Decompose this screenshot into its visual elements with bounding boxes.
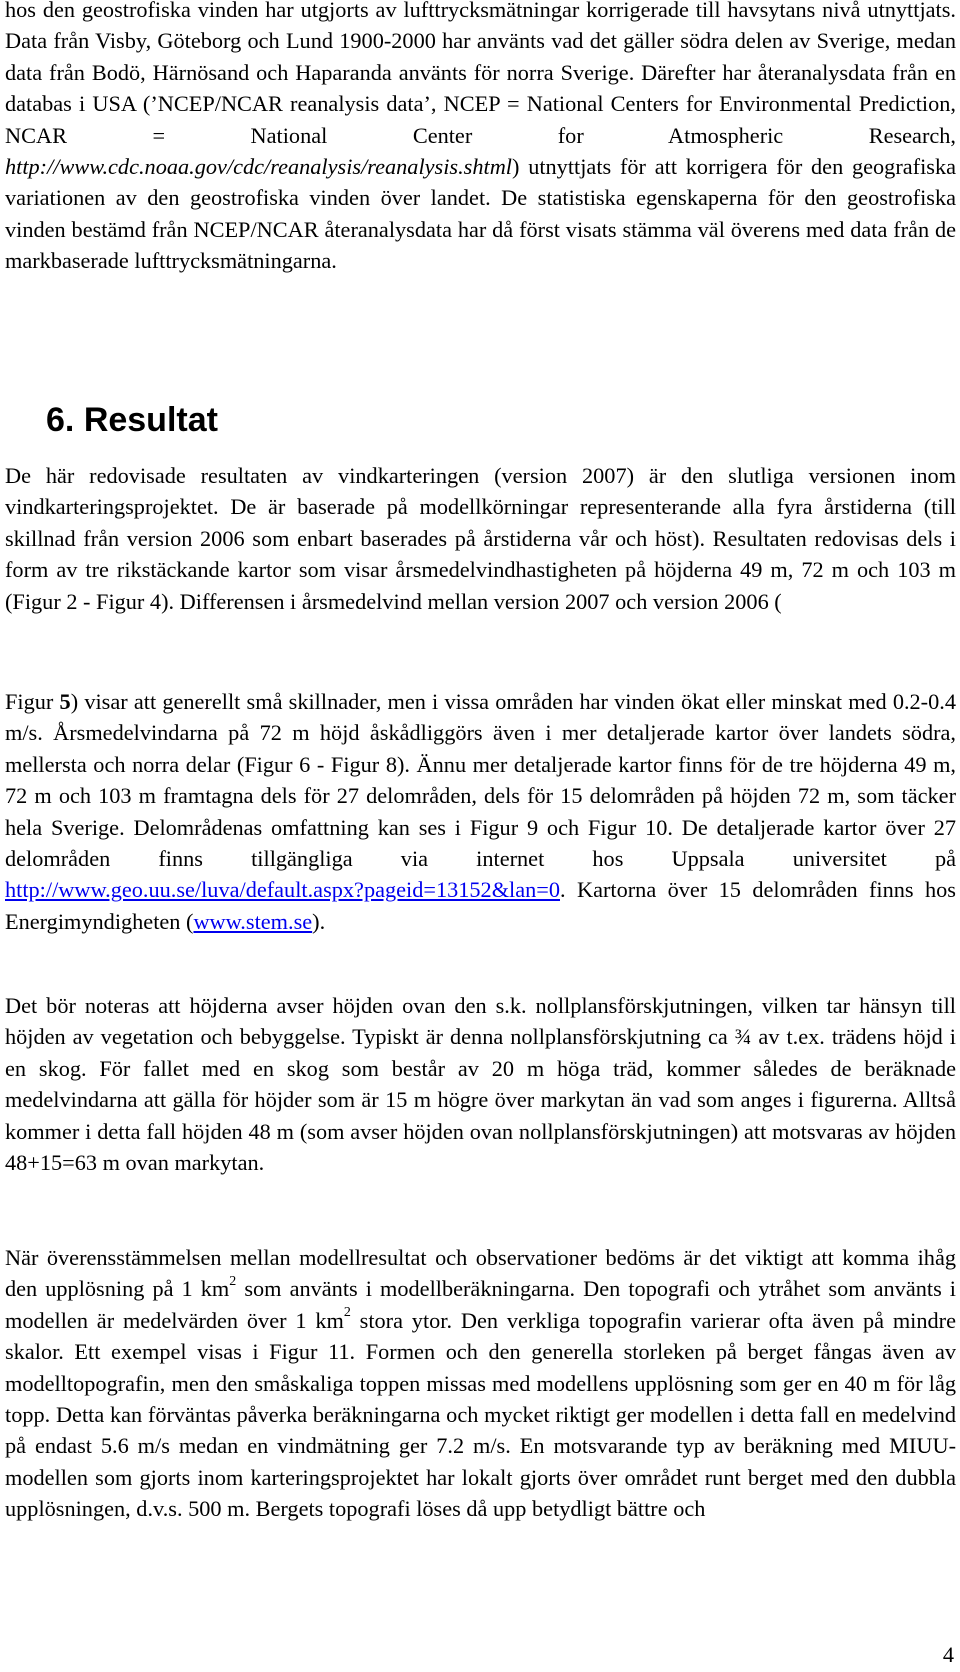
section-number: 6. [46,401,75,439]
paragraph-text: Figur [5,689,60,714]
paragraph-geostrophic-wind [5,0,956,277]
paragraph-text: stora ytor. Den verkliga topografin varierar ofta även på mindre skalor. Ett exempel visas i Figur 11. Formen och den generella storleken på berget fångas även av modelltopografin, men den småskaliga toppen missas med modellens upplösning som ger en 40 m för låg topp. Detta kan förväntas påverka beräkningarna och mycket riktigt ger modellen i detta fall en medelvind på endast 5.6 m/s medan en vindmätning ger 7.2 m/s. En motsvarande typ av beräkning med MIUU-modellen som gjorts inom karteringsprojektet har lokalt gjorts över området runt berget med den dubbla upplösningen, d.v.s. 500 m. Bergets topografi löses då upp betydligt bättre och [5,1307,956,1522]
reanalysis-url: http://www.cdc.noaa.gov/cdc/reanalysis/reanalysis.shtml [5,154,512,180]
paragraph-zero-plane [5,990,956,1178]
figure-reference: 5 [59,689,71,714]
superscript: 2 [229,1273,237,1289]
stem-link[interactable]: www.stem.se [193,908,313,934]
paragraph-results-maps [5,686,956,937]
paragraph-text: De här redovisade resultaten av vindkarteringen (version 2007) är den slutliga versionen inom vindkarteringsprojektet. De är baserade på modellkörningar representerande alla fyra årstiderna (till skillnad från version 2006 som enbart baserades på årstiderna vår och höst). Resultaten redovisas dels i form av tre rikstäckande kartor som visar årsmedelvindhastigheten på höjderna 49 m, 72 m och 103 m (Figur 2 - Figur 4). Differensen i årsmedelvind mellan version 2007 och version 2006 ( [5,463,956,614]
uppsala-link[interactable]: http://www.geo.uu.se/luva/default.aspx?pageid=13152&lan=0 [5,877,560,903]
paragraph-text: Det bör noteras att höjderna avser höjden ovan den s.k. nollplansförskjutningen, vilken tar hänsyn till höjden av vegetation och bebyggelse. Typiskt är denna nollplansförskjutning ca ¾ av t.ex. trädens höjd i en skog. För fallet med en skog som består av 20 m höga träd, kommer således de beräknade medelvindarna att gälla för höjder som är 15 m högre över markytan än vad som anges i figurerna. Alltså kommer i detta fall höjden 48 m (som avser höjden ovan nollplansförskjutningen) att motsvaras av höjden 48+15=63 m ovan markytan. [5,993,956,1176]
paragraph-text: ). [312,908,326,934]
superscript: 2 [343,1305,351,1321]
paragraph-text: hos den geostrofiska vinden har utgjorts av lufttrycksmätningar korrigerade till havsytans nivå utnyttjats. Data från Visby, Göteborg och Lund 1900-2000 har använts vad det gäller södra delen av Sverige, medan data från Bodö, Härnösand och Haparanda använts för norra Sverige. Därefter har återanalysdata från en databas i USA (’NCEP/NCAR reanalysis data’, NCEP = National Centers for Environmental Prediction, NCAR = National Center for Atmospheric Research, [5,0,956,148]
paragraph-text: ) visar att generellt små skillnader, men i vissa områden har vinden ökat eller minskat med 0.2-0.4 m/s. Årsmedelvindarna på 72 m höjd åskådliggörs även i mer detaljerade kartor över landets södra, mellersta och norra delar (Figur 6 - Figur 8). Ännu mer detaljerade kartor finns för de tre höjderna 49 m, 72 m och 103 m framtagna dels för 27 delområden, dels för 15 delområden på höjden 72 m, som täcker hela Sverige. Delområdenas omfattning kan ses i Figur 9 och Figur 10. De detaljerade kartor över 27 delområden finns tillgängliga via internet hos Uppsala universitet på [5,689,956,872]
section-heading [46,398,218,442]
paragraph-resolution [5,1242,956,1525]
paragraph-text: ) utnyttjats för att korrigera för den geografiska variationen av den geostrofiska vinden över landet. De statistiska egenskaperna för den geostrofiska vinden bestämd från NCEP/NCAR återanalysdata har då först visats stämma väl överens med data från de markbaserade lufttrycksmätningarna. [5,154,956,274]
page-number: 4 [942,1642,954,1667]
paragraph-text: . Kartorna över 15 delområden finns hos Energimyndigheten ( [5,877,956,934]
paragraph-results-intro [5,460,956,617]
paragraph-text: som använts i modellberäkningarna. Den topografi och ytråhet som använts i modellen är medelvärden över 1 km [5,1276,957,1333]
section-title: Resultat [83,401,218,439]
paragraph-text: När överensstämmelsen mellan modellresultat och observationer bedöms är det viktigt att komma ihåg den upplösning på 1 km [5,1245,956,1302]
